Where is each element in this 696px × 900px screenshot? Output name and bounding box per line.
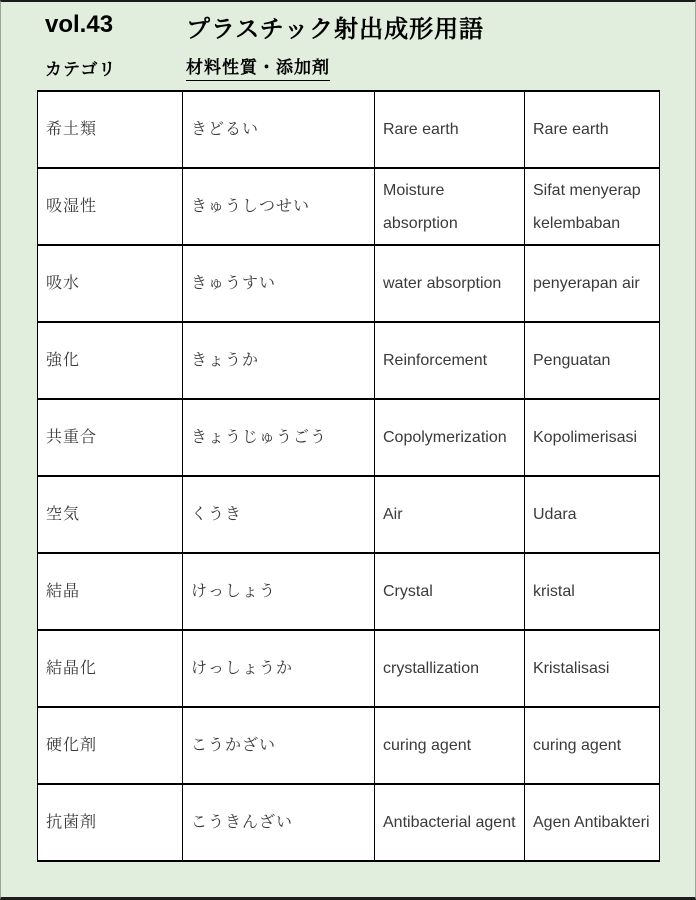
cell-term-japanese: 抗菌剤 [38,784,183,861]
cell-english: curing agent [375,707,525,784]
cell-reading: けっしょうか [183,630,375,707]
cell-indonesian: Udara [525,476,660,553]
cell-indonesian: kristal [525,553,660,630]
cell-term-japanese: 吸水 [38,245,183,322]
cell-indonesian: Penguatan [525,322,660,399]
cell-indonesian: penyerapan air [525,245,660,322]
cell-term-japanese: 希土類 [38,91,183,168]
cell-term-japanese: 強化 [38,322,183,399]
table-row [38,399,660,476]
cell-reading: こうきんざい [183,784,375,861]
volume-label: vol.43 [45,11,114,38]
table-row [38,91,660,168]
cell-english: water absorption [375,245,525,322]
cell-term-japanese: 硬化剤 [38,707,183,784]
cell-indonesian: curing agent [525,707,660,784]
table-row [38,476,660,553]
cell-english: Moisture absorption [375,168,525,245]
cell-indonesian: Kristalisasi [525,630,660,707]
cell-english: Antibacterial agent [375,784,525,861]
table-row [38,630,660,707]
cell-term-japanese: 結晶 [38,553,183,630]
cell-reading: くうき [183,476,375,553]
terminology-table [37,90,660,862]
cell-reading: きょうか [183,322,375,399]
cell-reading: きょうじゅうごう [183,399,375,476]
cell-english: Reinforcement [375,322,525,399]
cell-indonesian: Kopolimerisasi [525,399,660,476]
cell-reading: きゅうすい [183,245,375,322]
cell-english: Crystal [375,553,525,630]
table-row [38,322,660,399]
table-row [38,168,660,245]
cell-term-japanese: 結晶化 [38,630,183,707]
cell-english: Air [375,476,525,553]
table-row [38,553,660,630]
cell-english: crystallization [375,630,525,707]
category-label: カテゴリ [45,60,117,79]
cell-reading: きゅうしつせい [183,168,375,245]
cell-indonesian: Sifat menyerap kelembaban [525,168,660,245]
table-row [38,245,660,322]
cell-indonesian: Rare earth [525,91,660,168]
cell-english: Copolymerization [375,399,525,476]
cell-reading: けっしょう [183,553,375,630]
cell-term-japanese: 吸湿性 [38,168,183,245]
cell-reading: きどるい [183,91,375,168]
cell-english: Rare earth [375,91,525,168]
category-value: 材料性質・添加剤 [186,53,330,81]
cell-term-japanese: 共重合 [38,399,183,476]
cell-term-japanese: 空気 [38,476,183,553]
page-title: プラスチック射出成形用語 [186,16,485,43]
cell-indonesian: Agen Antibakteri [525,784,660,861]
table-row [38,707,660,784]
table-row [38,784,660,861]
cell-reading: こうかざい [183,707,375,784]
